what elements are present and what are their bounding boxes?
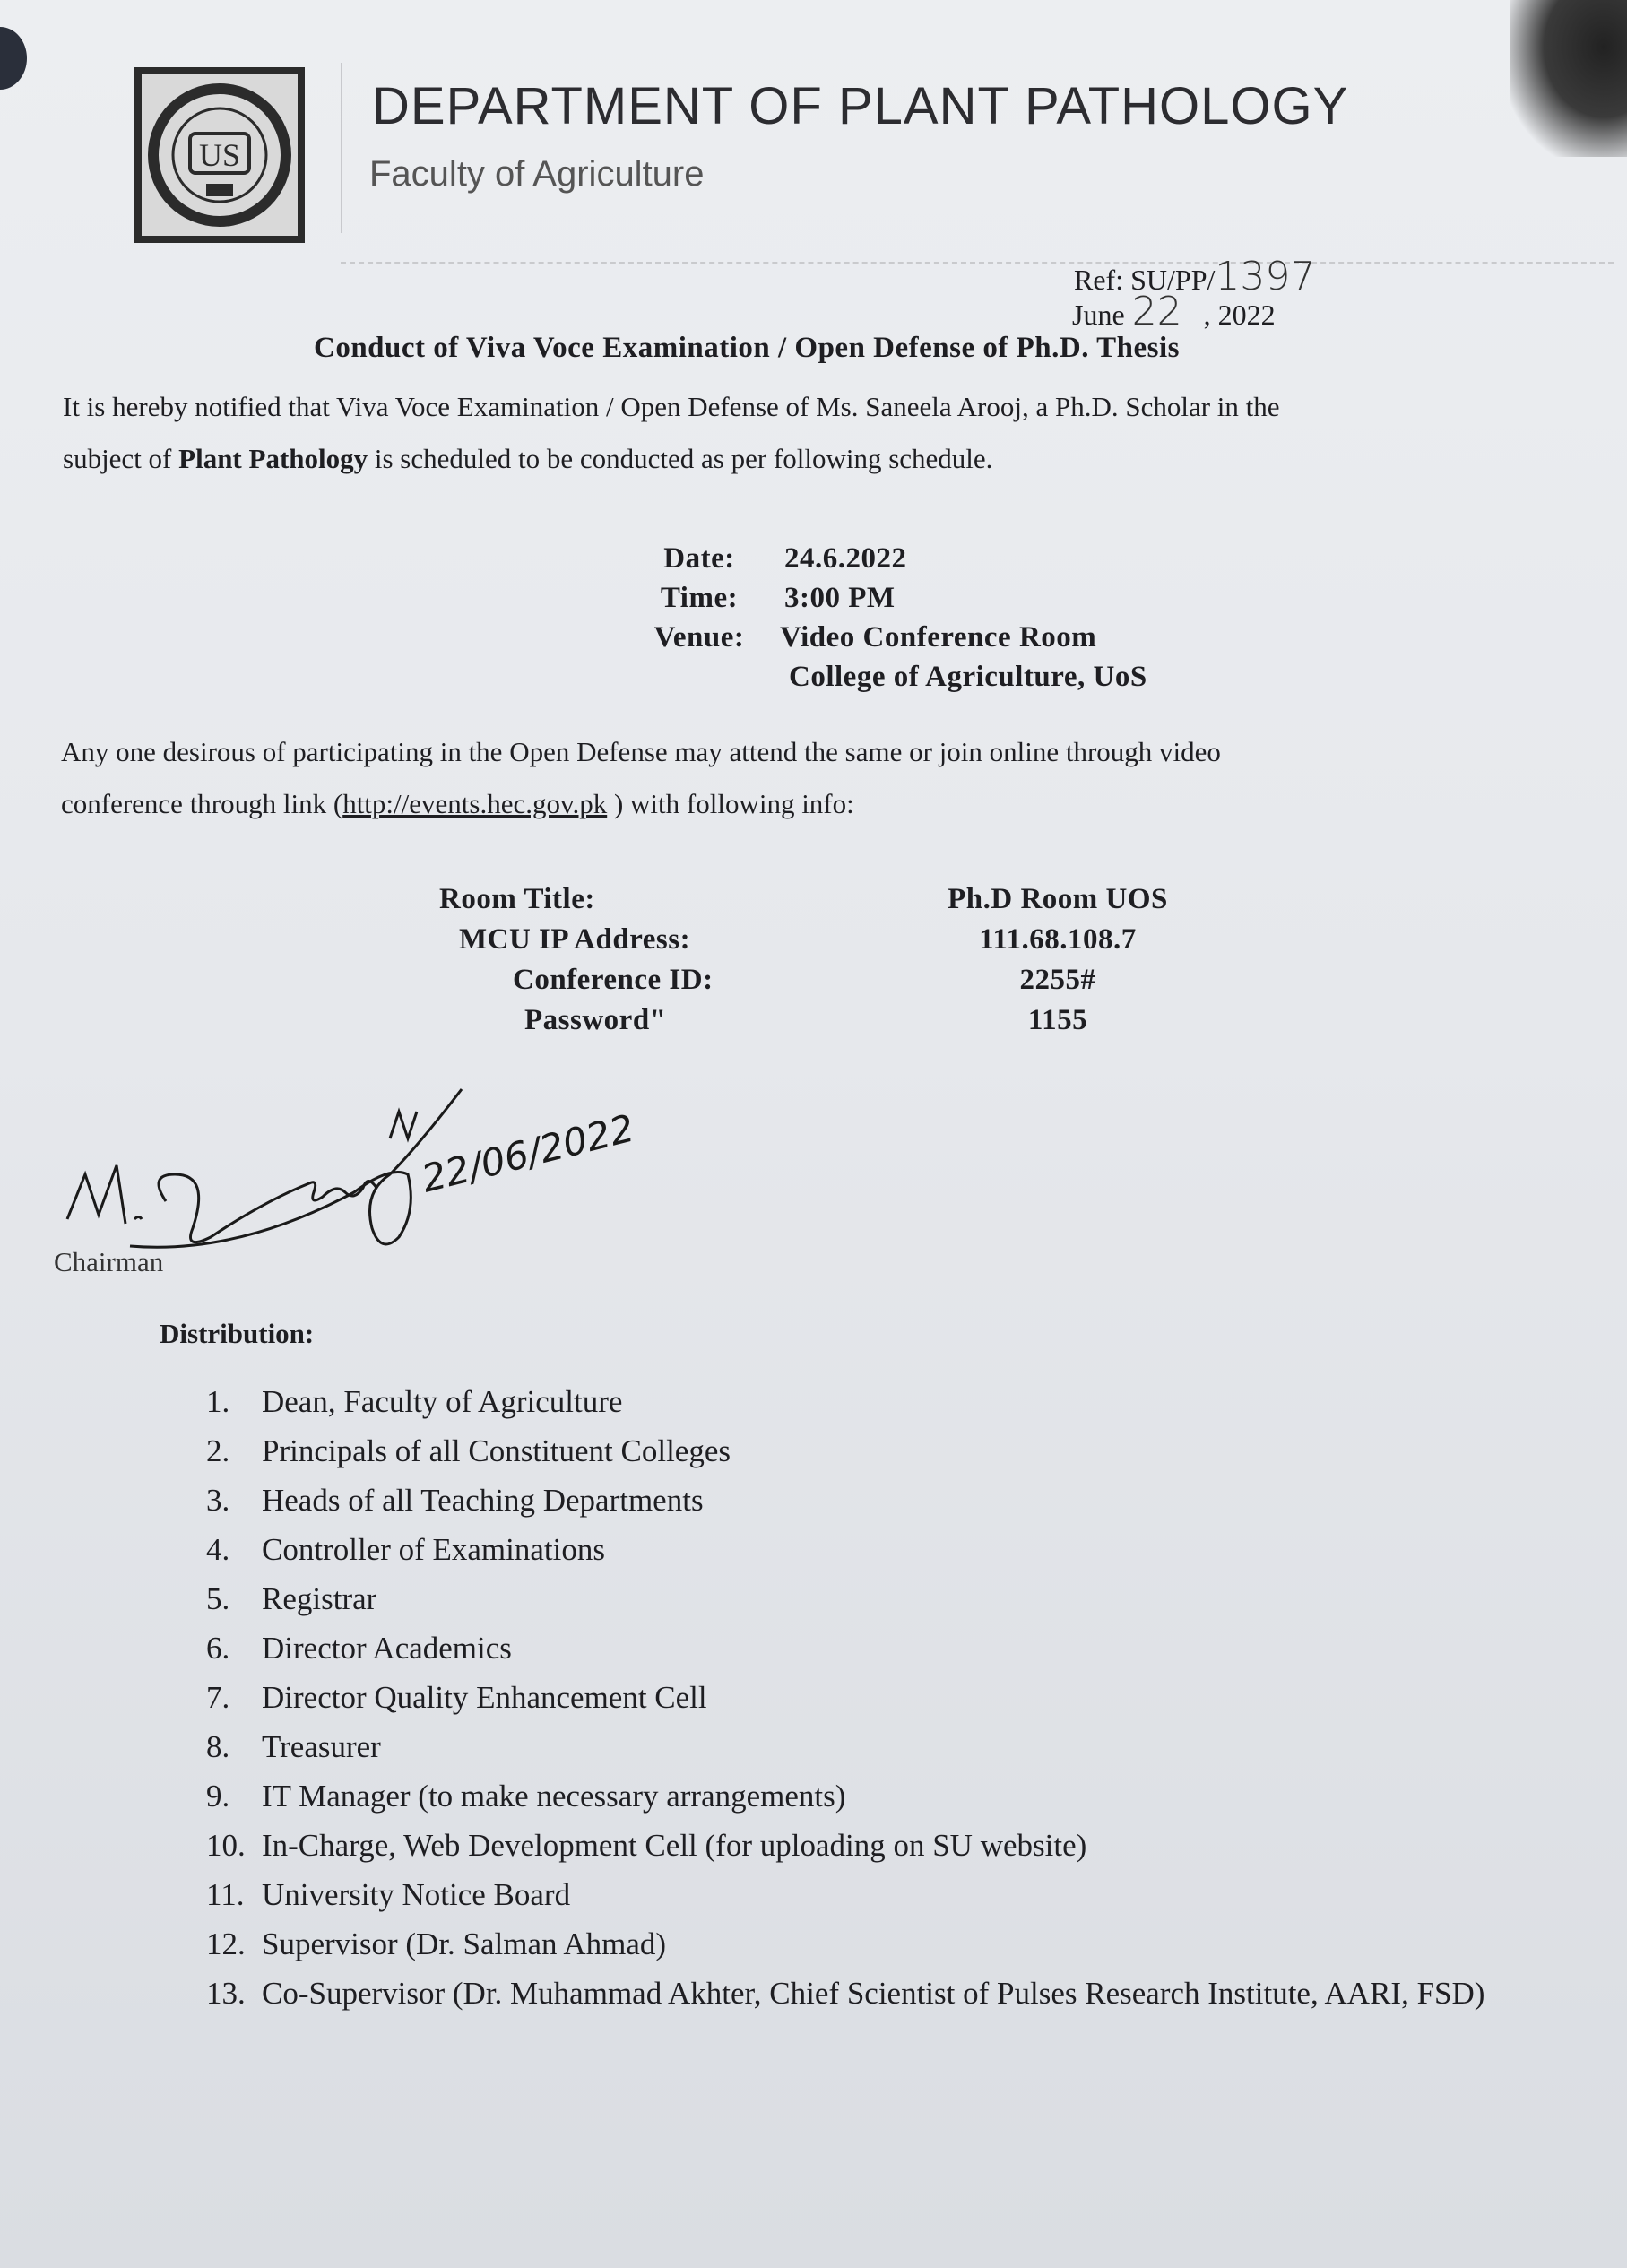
- logo-text: US: [198, 137, 241, 173]
- list-item-text: Controller of Examinations: [262, 1532, 605, 1567]
- list-item-number: 2.: [206, 1433, 230, 1468]
- date-month: June: [1072, 299, 1125, 331]
- room-info-label: Password": [524, 1004, 667, 1036]
- subject-name: Plant Pathology: [178, 443, 368, 474]
- list-item-text: Supervisor (Dr. Salman Ahmad): [262, 1926, 667, 1961]
- list-item: [206, 1476, 1614, 1525]
- online-paragraph: [61, 726, 1585, 830]
- room-info-value: 2255#: [1019, 964, 1096, 996]
- room-info-label: MCU IP Address:: [459, 923, 691, 956]
- distribution-heading: Distribution:: [160, 1318, 315, 1349]
- list-item-number: 12.: [206, 1926, 246, 1961]
- department-name: DEPARTMENT OF PLANT PATHOLOGY: [372, 77, 1349, 135]
- online-line-1: Any one desirous of participating in the Open Defense may attend the same or join online through video: [61, 736, 1221, 767]
- list-item: [206, 1673, 1614, 1722]
- date-day: 22: [1131, 289, 1182, 334]
- online-line-2-post: ) with following info:: [607, 788, 854, 819]
- online-line-2-pre: conference through link (: [61, 788, 343, 819]
- chairman-signature: [49, 1067, 677, 1268]
- list-item-text: In-Charge, Web Development Cell (for uploading on SU website): [262, 1828, 1087, 1863]
- room-info-label: Conference ID:: [513, 964, 714, 996]
- room-info-value: 1155: [1027, 1004, 1088, 1036]
- list-item-text: Co-Supervisor (Dr. Muhammad Akhter, Chief Scientist of Pulses Research Institute, AARI, FSD): [262, 1976, 1485, 2011]
- list-item-text: IT Manager (to make necessary arrangements): [262, 1779, 846, 1814]
- ref-number: 1397: [1215, 254, 1316, 299]
- schedule-value: College of Agriculture, UoS: [789, 661, 1147, 693]
- room-info-label: Room Title:: [439, 883, 595, 915]
- list-item: [206, 1969, 1614, 2018]
- hec-events-link[interactable]: http://events.hec.gov.pk: [342, 788, 608, 819]
- list-item-text: Heads of all Teaching Departments: [262, 1483, 704, 1518]
- list-item: [206, 1919, 1614, 1969]
- list-item: [206, 1821, 1614, 1870]
- header-divider: [341, 63, 342, 233]
- list-item-text: Director Quality Enhancement Cell: [262, 1680, 707, 1715]
- list-item-text: Treasurer: [262, 1729, 381, 1764]
- signature-date: 22/06/2022: [417, 1105, 639, 1201]
- university-logo: [134, 67, 305, 243]
- list-item-text: Director Academics: [262, 1631, 512, 1666]
- notice-line-2-post: is scheduled to be conducted as per following schedule.: [368, 443, 993, 474]
- corner-shadow: [1510, 0, 1627, 157]
- room-info-value: 111.68.108.7: [979, 923, 1137, 956]
- list-item-number: 1.: [206, 1384, 230, 1419]
- list-item-number: 4.: [206, 1532, 230, 1567]
- list-item-number: 8.: [206, 1729, 230, 1764]
- list-item: [206, 1771, 1614, 1821]
- distribution-list: [206, 1377, 1614, 2018]
- list-item-number: 7.: [206, 1680, 230, 1715]
- notice-line-2-pre: subject of: [63, 443, 179, 474]
- list-item-number: 10.: [206, 1828, 246, 1863]
- schedule-value: 3:00 PM: [784, 582, 896, 614]
- schedule-label: Venue:: [653, 621, 745, 654]
- schedule-value: Video Conference Room: [780, 621, 1097, 654]
- schedule-label: Date:: [663, 542, 735, 575]
- list-item: [206, 1377, 1614, 1426]
- list-item: [206, 1870, 1614, 1919]
- binder-hole: [0, 27, 27, 90]
- ref-prefix: Ref: SU/PP/: [1074, 264, 1216, 296]
- notice-paragraph: [63, 381, 1587, 485]
- online-line-2: [61, 778, 1585, 830]
- list-item-text: University Notice Board: [262, 1877, 571, 1912]
- list-item-text: Dean, Faculty of Agriculture: [262, 1384, 623, 1419]
- list-item: [206, 1574, 1614, 1623]
- chairman-title: Chairman: [54, 1246, 164, 1277]
- list-item-number: 6.: [206, 1631, 230, 1666]
- letter-date: [1072, 289, 1276, 334]
- list-item: [206, 1426, 1614, 1476]
- list-item-text: Registrar: [262, 1581, 377, 1616]
- notice-line-1: It is hereby notified that Viva Voce Examination / Open Defense of Ms. Saneela Arooj, a Ph.D. Scholar in the: [63, 391, 1280, 422]
- list-item-text: Principals of all Constituent Colleges: [262, 1433, 731, 1468]
- list-item-number: 3.: [206, 1483, 230, 1518]
- schedule-label: Time:: [660, 582, 739, 614]
- list-item: [206, 1525, 1614, 1574]
- list-item-number: 5.: [206, 1581, 230, 1616]
- date-year: , 2022: [1203, 299, 1276, 331]
- room-info-value: Ph.D Room UOS: [948, 883, 1168, 915]
- schedule-value: 24.6.2022: [784, 542, 907, 575]
- faculty-name: Faculty of Agriculture: [369, 154, 705, 194]
- header-rule: [341, 262, 1614, 264]
- list-item: [206, 1722, 1614, 1771]
- list-item-number: 9.: [206, 1779, 230, 1814]
- notice-line-2: [63, 433, 1587, 485]
- notice-title: Conduct of Viva Voce Examination / Open Defense of Ph.D. Thesis: [314, 332, 1180, 364]
- list-item: [206, 1623, 1614, 1673]
- list-item-number: 11.: [206, 1877, 245, 1912]
- list-item-number: 13.: [206, 1976, 246, 2011]
